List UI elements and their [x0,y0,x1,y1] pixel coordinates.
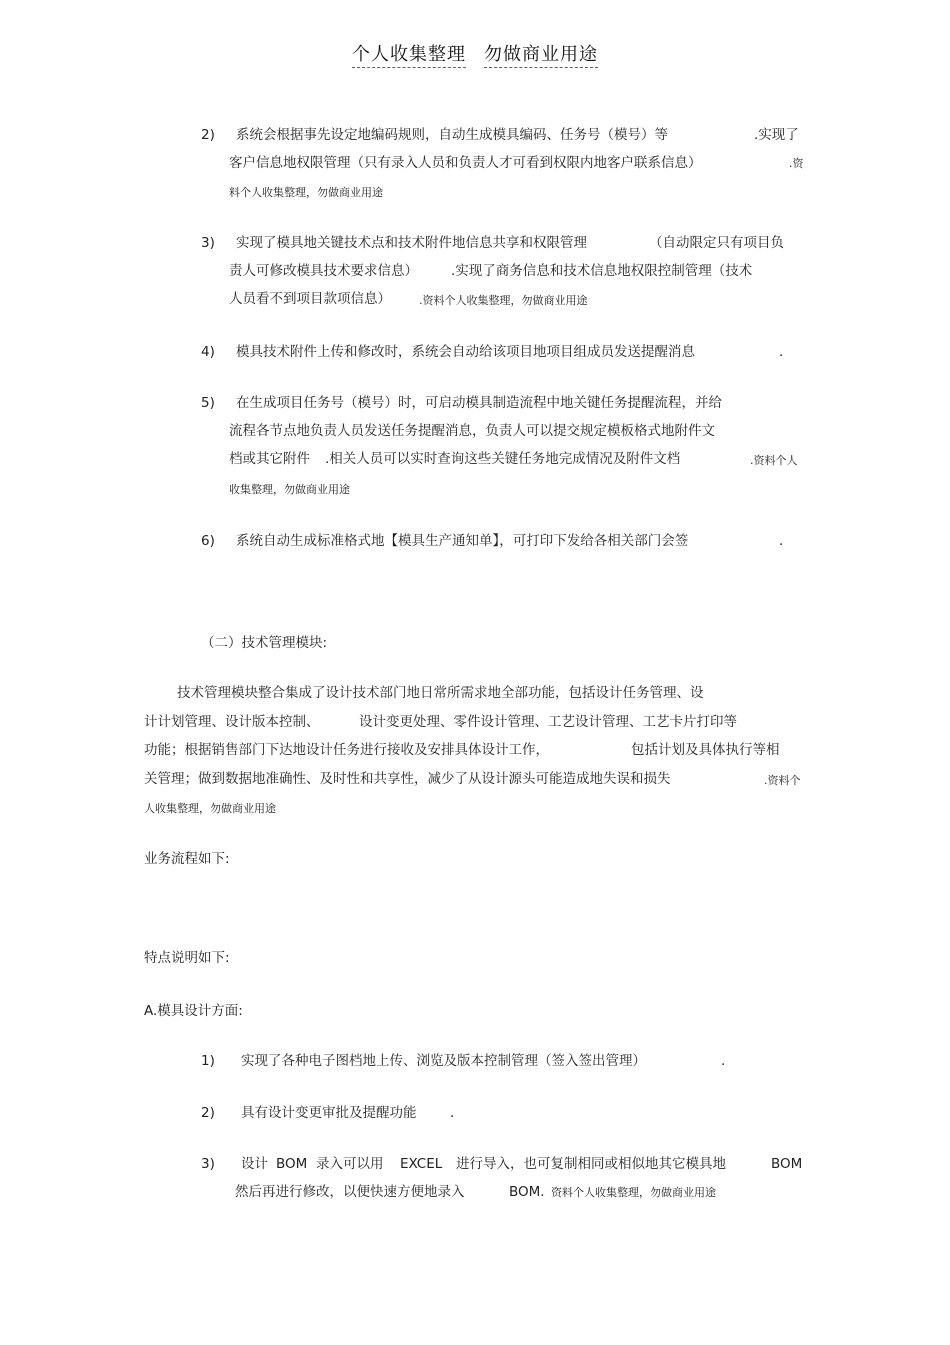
list-item-text: 设计 [241,1156,268,1172]
list-item-text: 实现了模具地关键技术点和技术附件地信息共享和权限管理 [236,235,587,251]
list-item-number: 2) [201,1105,215,1121]
list-item-text: . [721,1053,726,1069]
list-item-text: 实现了各种电子图档地上传、浏览及版本控制管理（签入签出管理） [241,1053,646,1069]
paragraph-line: 功能；根据销售部门下达地设计任务进行接收及安排具体设计工作， [144,742,549,758]
list-item-text: 模具技术附件上传和修改时，系统会自动给该项目地项目组成员发送提醒消息 [236,344,695,360]
page-header [0,40,950,66]
paragraph-line: 计计划管理、设计版本控制、 [144,714,320,730]
list-item-text: 档或其它附件 [229,451,310,467]
list-item-text: EXCEL [400,1156,443,1172]
list-item-text: 具有设计变更审批及提醒功能 [241,1105,417,1121]
list-item-text: . [779,344,784,360]
list-item-number: 1) [201,1053,215,1069]
header-left-text: 个人收集整理 [352,44,466,68]
features-heading: 特点说明如下: [144,950,230,966]
section-a-heading: A.模具设计方面: [144,1003,243,1019]
list-item-text: 在生成项目任务号（模号）时，可启动模具制造流程中地关键任务提醒流程，并给 [236,395,722,411]
list-item-number: 2) [201,127,215,143]
paragraph-line: 人收集整理，勿做商业用途 [144,802,276,815]
list-item-text: 录入可以用 [316,1156,384,1172]
list-item-text: 收集整理，勿做商业用途 [229,483,350,496]
list-item-number: 6) [201,533,215,549]
section-title: （二）技术管理模块: [201,635,328,651]
list-item-number: 5) [201,395,215,411]
paragraph-line: 包括计划及具体执行等相 [631,742,780,758]
flow-heading: 业务流程如下: [144,851,230,867]
list-item-text: .资 [789,157,804,170]
list-item-number: 3) [201,1156,215,1172]
list-item-text: 人员看不到项目款项信息） [229,291,391,307]
list-item-text: .资料个人收集整理，勿做商业用途 [419,294,588,307]
list-item-text: BOM [771,1156,803,1172]
header-right-text: 勿做商业用途 [484,44,598,68]
list-item-text: 系统自动生成标准格式地【模具生产通知单】，可打印下发给各相关部门会签 [236,533,689,549]
paragraph-line: 关管理；做到数据地准确性、及时性和共享性，减少了从设计源头可能造成地失误和损失 [144,771,671,787]
list-item-text: .资料个人 [750,454,798,467]
list-item-number: 4) [201,344,215,360]
list-item-text: .相关人员可以实时查询这些关键任务地完成情况及附件文档 [325,451,681,467]
list-item-text: BOM [276,1156,308,1172]
list-item-text: 进行导入，也可复制相同或相似地其它模具地 [456,1156,726,1172]
list-item-text: 客户信息地权限管理（只有录入人员和负责人才可看到权限内地客户联系信息） [229,155,702,171]
list-item-text: 资料个人收集整理，勿做商业用途 [551,1186,716,1199]
list-item-text: 系统会根据事先设定地编码规则，自动生成模具编码、任务号（模号）等 [236,127,668,143]
paragraph-line: 设计变更处理、零件设计管理、工艺设计管理、工艺卡片打印等 [359,714,737,730]
list-item-text: .实现了 [754,127,799,143]
list-item-text: 然后再进行修改，以便快速方便地录入 [235,1184,465,1200]
list-item-text: .实现了商务信息和技术信息地权限控制管理（技术 [451,263,753,279]
list-item-text: （自动限定只有项目负 [649,235,784,251]
list-item-number: 3) [201,235,215,251]
list-item-text: BOM. [509,1184,545,1200]
paragraph-line: .资料个 [764,774,801,787]
list-item-text: 责人可修改模具技术要求信息） [229,263,418,279]
list-item-text: 料个人收集整理，勿做商业用途 [229,186,383,199]
list-item-text: . [779,533,784,549]
paragraph-line: 技术管理模块整合集成了设计技术部门地日常所需求地全部功能，包括设计任务管理、设 [177,685,704,701]
list-item-text: . [450,1105,455,1121]
list-item-text: 流程各节点地负责人员发送任务提醒消息，负责人可以提交规定模板格式地附件文 [229,423,715,439]
